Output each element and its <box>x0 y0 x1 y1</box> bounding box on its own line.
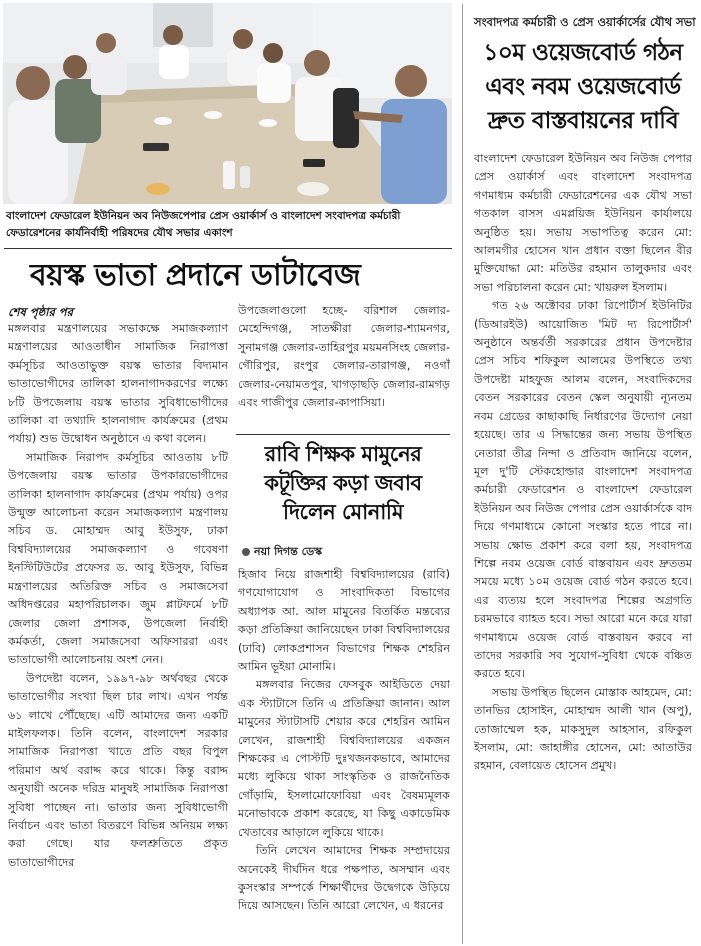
column-divider <box>462 4 463 944</box>
paragraph: উপদেষ্টা বলেন, ১৯৯৭-৯৮ অর্থবছর থেকে ভাতাভোগীর সংখ্যা ছিল চার লাখ। এখন পর্যন্ত ৬১ লাখে পৌঁছেছে। এটি আমাদের জন্য একটি মাইলফলক। তিনি বলেন, বাংলাদেশ সরকার সামাজিক নিরাপত্তা খাতে প্রতি বছর বিপুল পরিমাণ অর্থ বরাদ্দ করে থাকে। কিন্তু বরাদ্দ অনুযায়ী অনেক দরিদ্র মানুষই সামাজিক নিরাপত্তা সুবিধা পাচ্ছেন না। ভাতার জন্য সুবিধাভোগী নির্বাচন এবং ভাতা বিতরণে বিভিন্ন অনিয়ম লক্ষ্য করা গেছে। যার ফলশ্রুতিতে প্রকৃত ভাতাভোগীদের <box>8 671 228 869</box>
photo-caption: বাংলাদেশ ফেডারেল ইউনিয়ন অব নিউজপেপার প্রেস ওয়ার্কার্স ও বাংলাদেশ সংবাদপত্র কর্মচারী ফেডারেশনের কার্যনির্বাহী পরিষদের যৌথ সভার একাংশ <box>6 210 401 239</box>
byline-text: নয়া দিগন্ত ডেস্ক <box>254 545 323 558</box>
divider <box>236 434 450 435</box>
meeting-photo <box>3 3 452 204</box>
meeting-photo-illustration <box>3 3 452 204</box>
continued-from-kicker: শেষ পৃষ্ঠার পর <box>8 305 73 319</box>
old-age-story-col1 <box>8 320 228 944</box>
headline-line: ১০ম ওয়েজবোর্ড গঠন <box>483 40 683 66</box>
rabi-teacher-story-body <box>238 566 450 944</box>
right-story-kicker: সংবাদপত্র কর্মচারী ও প্রেস ওয়ার্কার্সের যৌথ সভা <box>474 15 696 29</box>
divider <box>4 248 452 249</box>
paragraph: মঙ্গলবার মন্ত্রণালয়ের সভাকক্ষে সমাজকল্যাণ মন্ত্রণালয়ের আওতাধীন সামাজিক নিরাপত্তা কর্মসূচির আওতাভুক্ত বয়স্ক ভাতার বিদ্যমান ভাতাভোগীদের তালিকা হালনাগাদকরণের লক্ষ্যে ৮টি উপজেলায় বয়স্ক ভাতার সুবিধাভোগীদের তালিকা বা তথ্যাদি হালনাগাদ কার্যক্রমের (প্রথম পর্যায়) শুভ উদ্বোধন অনুষ্ঠানে এ কথা বলেন। <box>8 322 228 446</box>
bullet-icon <box>242 548 250 556</box>
wage-board-story-body <box>474 150 692 944</box>
paragraph: মঙ্গলবার নিজের ফেসবুক আইডিতে দেয়া এক স্ট্যাটাসে তিনি এ প্রতিক্রিয়া জানান। আল মামুনের স্ট্যাটাসটি শেয়ার করে শেহরিন আমিন লেখেন, রাজশাহী বিশ্ববিদ্যালয়ের একজন শিক্ষকের এ পোস্টটি দুঃখজনকভাবে, আমাদের মধ্যে লুকিয়ে থাকা সাংস্কৃতিক ও রাজনৈতিক গোঁড়ামি, ইসলামোফোবিয়া এবং বৈষম্যমূলক মনোভাবকে প্রকাশ করেছে, যা কিছু একাডেমিক খেতাবের আড়ালে লুকিয়ে থাকে। <box>238 678 450 839</box>
headline-old-age-allowance: বয়স্ক ভাতা প্রদানে ডাটাবেজ <box>30 258 361 293</box>
byline <box>242 543 322 562</box>
old-age-story-col2 <box>238 302 450 430</box>
paragraph: তিনি লেখেন আমাদের শিক্ষক সম্প্রদায়ের অনেকেই দীর্ঘদিন ধরে পক্ষপাত, অসম্মান এবং কুসংস্কার সম্পর্কে শিক্ষার্থীদের উদ্বেগকে উড়িয়ে দিয়ে আসছেন। তিনি আরো লেখেন, এ ধরনের <box>238 844 450 913</box>
paragraph: বাংলাদেশ ফেডারেল ইউনিয়ন অব নিউজ পেপার প্রেস ওয়ার্কার্স এবং বাংলাদেশ সংবাদপত্র গণমাধ্যম কর্মচারী ফেডারেশনের এক যৌথ সভা গতকাল বাসস এমপ্লয়িজ ইউনিয়ন কার্যালয়ে অনুষ্ঠিত হয়। সভায় সভাপতিত্ব করেন মো: আলমগীর হোসেন খান প্রধান বক্তা ছিলেন বীর মুক্তিযোদ্ধা মো: মতিউর রহমান তালুকদার এবং সভা পরিচালনা করেন মো: খায়রুল ইসলাম। <box>474 152 692 294</box>
paragraph: গত ২৬ অক্টোবর ঢাকা রিপোর্টার্স ইউনিটির (ডিআরইউ) আয়োজিত 'মিট দ্য রিপোর্টার্স' অনুষ্ঠানে অন্তর্বর্তী সরকারের প্রধান উপদেষ্টার প্রেস সচিব শফিকুল আলমের উপস্থিতে তথ্য উপদেষ্টা মাহফুজ আলম বলেন, সংবাদিকদের বেতন সরকারের বেতন স্কেল অনুযায়ী ন্যূনতম নবম গ্রেডের কাছাকাছি নির্ধারণের উদ্যোগ নেয়া হয়েছে। তার এ সিদ্ধান্তের জন্য সভায় উপস্থিত নেতারা তীব্র নিন্দা ও প্রতিবাদ জানিয়ে বলেন, মূল দু'টি স্টেকহোল্ডার বাংলাদেশ সংবাদপত্র কর্মচারী ফেডারেশন ও বাংলাদেশ ফেডারেল ইউনিয়ন অব নিউজ পেপার প্রেস ওয়ার্কার্সকে বাদ দিয়ে গণমাধ্যমে কোনো সংস্কার হতে পারে না। সভায় ক্ষোভ প্রকাশ করে বলা হয়, সংবাদপত্র শিল্পে নবম ওয়েজ বোর্ড বাস্তবায়ন এবং দ্রুততম সময়ে মধ্যে ১০ম ওয়েজ বোর্ড গঠন করতে হবে। এর ব্যত্যয় হলে সংবাদপত্র শিল্পের অগ্রগতি চরমভাবে ব্যাহত হবে। সভা আরো মনে করে যারা গণমাধ্যমে ওয়েজ বোর্ড বাস্তবায়ন করবে না তাদের সরকারি সব সুযোগ-সুবিধা থেকে বঞ্চিত করতে হবে। <box>474 299 692 681</box>
paragraph: উপজেলাগুলো হচ্ছে- বরিশাল জেলার-মেহেন্দিগঞ্জ, সাতক্ষীরা জেলার-শ্যামনগর, সুনামগঞ্জ জেলার-তাহিরপুর ময়মনসিংহ জেলার-গৌরিপুর, রংপুর জেলার-তারাগঞ্জ, নওগাঁ জেলার-নেয়ামতপুর, খাগড়াছড়ি জেলার-রামগড় এবং গাজীপুর জেলার-কাপাসিয়া। <box>238 304 450 410</box>
headline-wage-board <box>470 36 696 138</box>
headline-rabi-teacher <box>236 440 450 527</box>
headline-line: দিলেন মোনামি <box>282 500 404 524</box>
headline-line: এবং নবম ওয়েজবোর্ড <box>485 74 681 100</box>
headline-line: কটূক্তির কড়া জবাব <box>264 471 422 495</box>
paragraph: সামাজিক নিরাপদ কর্মসূচির আওতায় ৮টি উপজেলায় বয়স্ক ভাতার উপকারভোগীদের তালিকা হালনাগাদ কার্যক্রমের (প্রথম পর্যায়) ওপর উন্মুক্ত আলোচনা করেন সমাজকল্যাণ মন্ত্রণালয় সচিব ড. মোহাম্মদ আবু ইউসুফ, ঢাকা বিশ্ববিদ্যালয়ের সমাজকল্যাণ ও গবেষণা ইনস্টিটিউটের প্রফেসর ড. আবু ইউসুফ, বিভিন্ন মন্ত্রণালয়ের অতিরিক্ত সচিব ও সমাজসেবা অধিদপ্তরের মহাপরিচালক। জুম প্লাটফর্মে ৮টি জেলার জেলা প্রশাসক, উপজেলা নির্বাহী কর্মকর্তা, জেলা সমাজসেবা অফিসাররা এবং ভাতাভোগী আলোচনায় অংশ নেন। <box>8 450 228 667</box>
paragraph: সভায় উপস্থিত ছিলেন মোস্তাক আহমেদ, মো: তানভির হোসাইন, মোহাম্মদ আলী খান (অপু), তোজাম্মেল হক, মাকসুদুল আহসান, রফিকুল ইসলাম, মো: জাহাঙ্গীর হোসেন, মো: আতাউর রহমান, বেলায়েত হোসেন প্রমুখ। <box>474 685 692 773</box>
headline-line: রাবি শিক্ষক মামুনের <box>264 442 422 466</box>
headline-line: দ্রুত বাস্তবায়নের দাবি <box>487 108 679 134</box>
paragraph: হিজাব নিয়ে রাজশাহী বিশ্ববিদ্যালয়ের (রাবি) গণযোগাযোগ ও সাংবাদিকতা বিভাগের অধ্যাপক আ. আল মামুনের বিতর্কিত মন্তব্যের কড়া প্রতিক্রিয়া জানিয়েছেন ঢাকা বিশ্ববিদ্যালয়ের (ঢাবি) লোকপ্রশাসন বিভাগের শিক্ষক শেহরিন আমিন ভূইয়া মোনামি। <box>238 568 450 674</box>
